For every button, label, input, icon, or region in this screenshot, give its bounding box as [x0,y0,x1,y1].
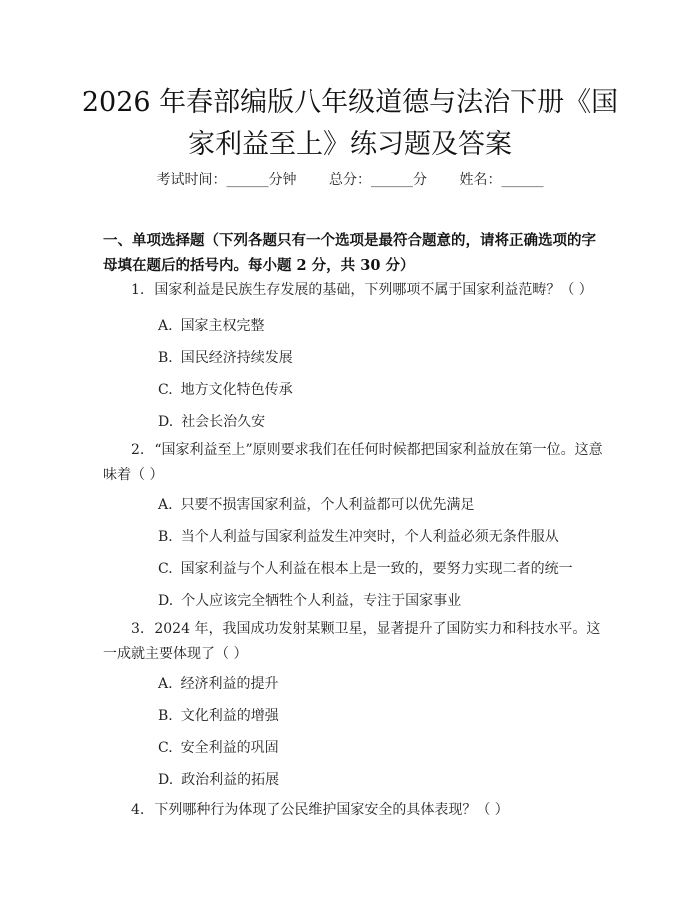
option-1a [158,315,620,335]
exam-info [0,169,700,189]
option-3b [158,705,620,725]
option-2d [158,590,620,610]
option-text: 国家主权完整 [180,318,265,334]
option-2c [158,558,620,578]
question-number: 3. [131,621,145,637]
option-letter: D. [158,593,174,609]
option-3d [158,769,620,789]
option-text: 地方文化特色传承 [180,382,293,398]
option-letter: B. [158,708,173,724]
option-text: 社会长治久安 [181,414,266,430]
question-number: 4. [131,802,145,818]
question-number: 2. [131,442,145,458]
exam-name: 姓名：______ [459,172,544,188]
document-title [70,82,630,166]
question-1 [103,278,605,303]
option-letter: B. [158,529,173,545]
option-text: 只要不损害国家利益，个人利益都可以优先满足 [180,497,475,513]
option-letter: D. [158,414,174,430]
question-stem: “国家利益至上”原则要求我们在任何时候都把国家利益放在第一位。这意味着（ ） [103,442,603,483]
exam-score: 总分：______分 [329,172,427,188]
option-text: 国家利益与个人利益在根本上是一致的，要努力实现二者的统一 [180,561,573,577]
option-1b [158,347,620,367]
option-letter: A. [158,318,173,334]
question-stem: 国家利益是民族生存发展的基础，下列哪项不属于国家利益范畴？（ ） [154,282,593,298]
section-heading: 一、单项选择题（下列各题只有一个选项是最符合题意的，请将正确选项的字母填在题后的括号内。每小题 2 分，共 30 分） [103,232,596,274]
option-text: 文化利益的增强 [180,708,279,724]
option-1d [158,411,620,431]
question-3 [103,617,605,667]
option-letter: A. [158,676,173,692]
option-text: 国民经济持续发展 [180,350,293,366]
option-letter: B. [158,350,173,366]
option-2a [158,494,620,514]
question-stem: 2024 年，我国成功发射某颗卫星，显著提升了国防实力和科技水平。这一成就主要体现了（ ） [103,621,601,662]
option-text: 安全利益的巩固 [180,740,279,756]
option-letter: A. [158,497,173,513]
question-4 [103,798,605,823]
option-text: 当个人利益与国家利益发生冲突时，个人利益必须无条件服从 [180,529,559,545]
title-line-1: 2026 年春部编版八年级道德与法治下册《国 [81,87,619,118]
title-line-2: 家利益至上》练习题及答案 [188,129,512,160]
option-letter: C. [158,382,173,398]
option-text: 经济利益的提升 [180,676,279,692]
option-letter: C. [158,740,173,756]
option-2b [158,526,620,546]
question-stem: 下列哪种行为体现了公民维护国家安全的具体表现？（ ） [154,802,509,818]
option-text: 个人应该完全牺牲个人利益，专注于国家事业 [181,593,462,609]
question-2 [103,438,605,488]
question-number: 1. [131,282,145,298]
option-3a [158,673,620,693]
option-3c [158,737,620,757]
option-letter: C. [158,561,173,577]
exam-time: 考试时间：______分钟 [156,172,297,188]
option-text: 政治利益的拓展 [181,772,280,788]
option-1c [158,379,620,399]
option-letter: D. [158,772,174,788]
